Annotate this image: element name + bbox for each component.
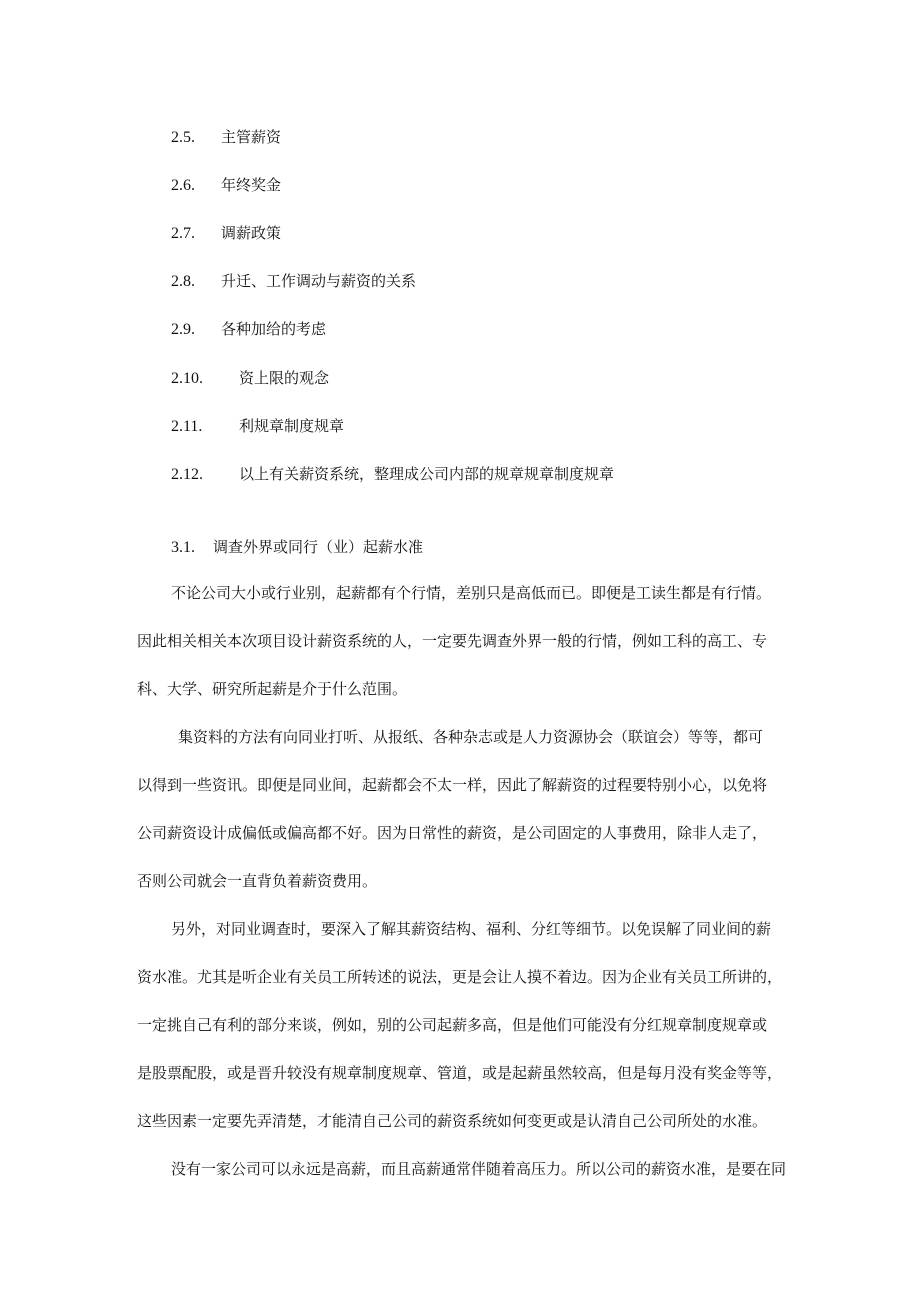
outline-item-number: 2.9. <box>171 321 195 338</box>
section-heading-text: 调查外界或同行（业）起薪水准 <box>213 538 424 556</box>
outline-item-number: 2.7. <box>171 225 195 242</box>
outline-item <box>171 175 281 196</box>
paragraph-line: 这些因素一定要先弄清楚，才能清自己公司的薪资系统如何变更或是认清自己公司所处的水准。 <box>137 1112 768 1130</box>
outline-item-text: 各种加给的考虑 <box>221 320 327 338</box>
paragraph-line: 没有一家公司可以永远是高薪，而且高薪通常伴随着高压力。所以公司的薪资水准，是要在同 <box>171 1160 787 1178</box>
paragraph-line: 不论公司大小或行业别，起薪都有个行情，差别只是高低而已。即便是工读生都是有行情。 <box>171 584 772 602</box>
paragraph-line: 公司薪资设计成偏低或偏高都不好。因为日常性的薪资，是公司固定的人事费用，除非人走了， <box>137 824 768 842</box>
outline-item-text: 以上有关薪资系统，整理成公司内部的规章规章制度规章 <box>239 465 615 483</box>
outline-item-number: 2.8. <box>171 273 195 290</box>
outline-item-number: 2.11. <box>171 418 203 435</box>
outline-item-number: 2.10. <box>171 370 203 387</box>
section-heading <box>171 537 423 558</box>
paragraph-line: 另外，对同业调查时，要深入了解其薪资结构、福利、分红等细节。以免误解了同业间的薪 <box>171 920 772 938</box>
outline-item <box>171 368 329 389</box>
outline-item <box>171 464 614 485</box>
outline-item-text: 调薪政策 <box>221 224 282 242</box>
outline-item <box>171 271 416 292</box>
outline-item <box>171 127 281 148</box>
outline-item-number: 2.5. <box>171 129 195 146</box>
paragraph-line: 以得到一些资讯。即便是同业间，起薪都会不太一样，因此了解薪资的过程要特别小心，以免将 <box>137 776 768 794</box>
outline-item-text: 年终奖金 <box>221 176 282 194</box>
outline-item <box>171 223 281 244</box>
paragraph-line: 一定挑自己有利的部分来谈，例如，别的公司起薪多高，但是他们可能没有分红规章制度规章或 <box>137 1016 768 1034</box>
outline-item-text: 资上限的观念 <box>239 369 330 387</box>
paragraph-line: 资水准。尤其是听企业有关员工所转述的说法，更是会让人摸不着边。因为企业有关员工所讲的， <box>137 968 783 986</box>
outline-item-text: 升迁、工作调动与薪资的关系 <box>221 272 417 290</box>
outline-item-number: 2.6. <box>171 177 195 194</box>
outline-item-text: 主管薪资 <box>221 128 282 146</box>
paragraph-line: 是股票配股，或是晋升较没有规章制度规章、管道，或是起薪虽然较高，但是每月没有奖金等等， <box>137 1064 783 1082</box>
section-heading-number: 3.1. <box>171 539 195 556</box>
paragraph-line: 集资料的方法有向同业打听、从报纸、各种杂志或是人力资源协会（联谊会）等等，都可 <box>178 728 764 746</box>
outline-item-text: 利规章制度规章 <box>239 417 345 435</box>
outline-item <box>171 416 344 437</box>
outline-item-number: 2.12. <box>171 466 203 483</box>
outline-item <box>171 319 326 340</box>
paragraph-line: 因此相关相关本次项目设计薪资系统的人，一定要先调查外界一般的行情，例如工科的高工、专 <box>137 632 768 650</box>
paragraph-line: 科、大学、研究所起薪是介于什么范围。 <box>137 680 408 698</box>
paragraph-line: 否则公司就会一直背负着薪资费用。 <box>137 872 378 890</box>
